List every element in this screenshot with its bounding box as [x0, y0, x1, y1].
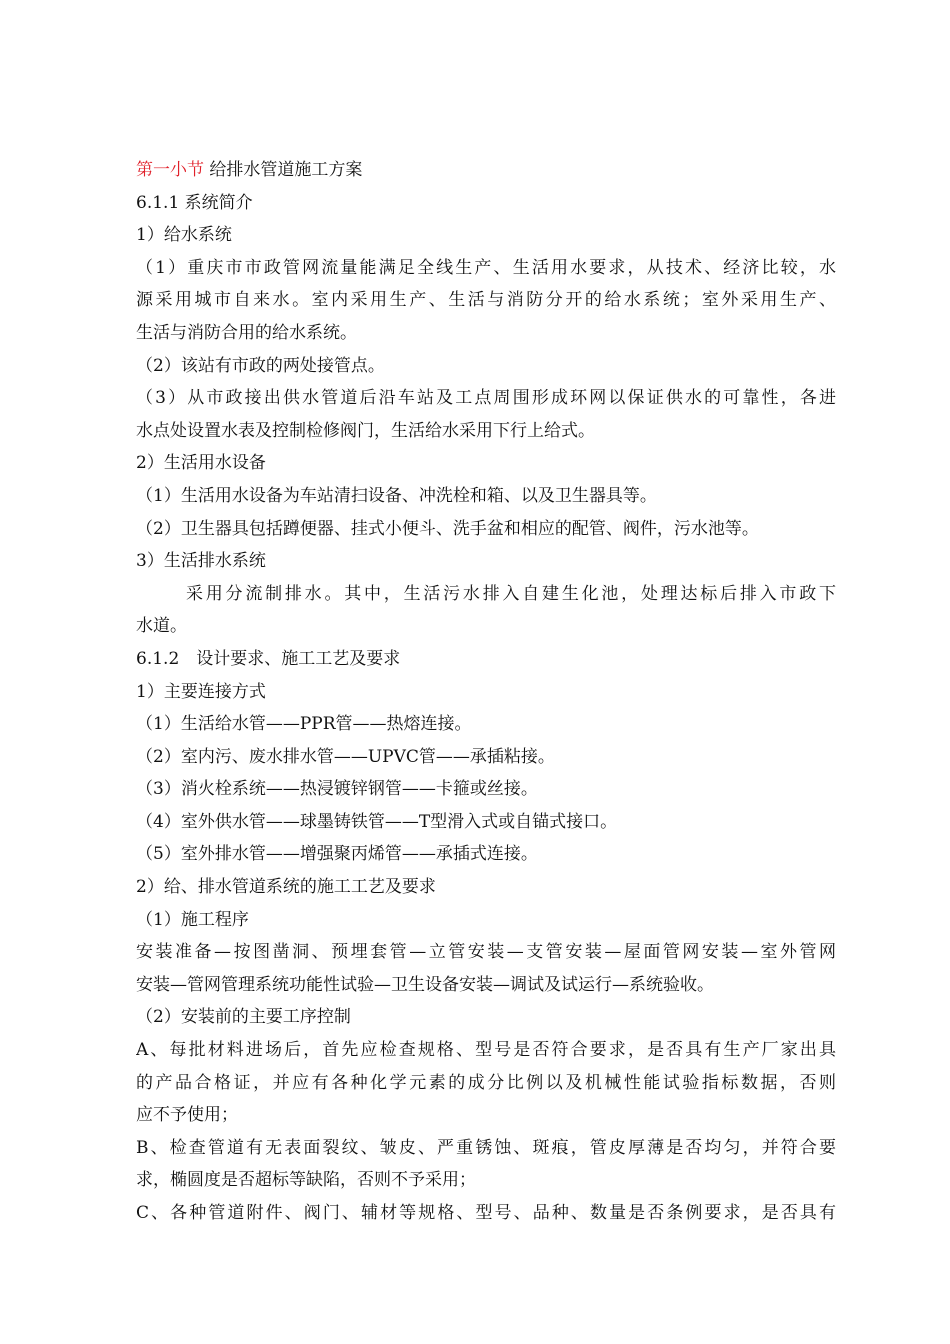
list-item: （3）消火栓系统——热浸镀锌钢管——卡箍或丝接。 — [136, 779, 538, 800]
paragraph-line: 的产品合格证，并应有各种化学元素的成分比例以及机械性能试验指标数据，否则 — [136, 1072, 836, 1093]
paragraph-line: A、每批材料进场后，首先应检查规格、型号是否符合要求，是否具有生产厂家出具 — [136, 1040, 836, 1061]
item-heading-drainage: 3）生活排水系统 — [136, 551, 266, 572]
list-item: （2）室内污、废水排水管——UPVC管——承插粘接。 — [136, 746, 555, 767]
paragraph-line: 水点处设置水表及控制检修阀门，生活给水采用下行上给式。 — [136, 420, 595, 441]
subsection-heading-611: 6.1.1 系统简介 — [136, 192, 253, 213]
list-item: （1）生活给水管——PPR管——热熔连接。 — [136, 714, 472, 735]
paragraph-line: B、检查管道有无表面裂纹、皱皮、严重锈蚀、斑痕，管皮厚薄是否均匀，并符合要 — [136, 1137, 836, 1158]
section-heading — [136, 154, 836, 187]
list-item: （2）安装前的主要工序控制 — [136, 1007, 351, 1028]
section-title: 给排水管道施工方案 — [209, 160, 363, 180]
paragraph-line: 源采用城市自来水。室内采用生产、生活与消防分开的给水系统；室外采用生产、 — [136, 290, 836, 311]
paragraph-line: 安装—管网管理系统功能性试验—卫生设备安装—调试及试运行—系统验收。 — [136, 974, 714, 995]
paragraph-line: （2）该站有市政的两处接管点。 — [136, 355, 385, 376]
paragraph-line: 采用分流制排水。其中，生活污水排入自建生化池，处理达标后排入市政下 — [186, 583, 836, 604]
paragraph-line: （1）生活用水设备为车站清扫设备、冲洗栓和箱、以及卫生器具等。 — [136, 485, 657, 506]
subsection-heading-612: 6.1.2 设计要求、施工工艺及要求 — [136, 648, 401, 669]
list-item: （1）施工程序 — [136, 909, 249, 930]
document-page — [136, 154, 836, 1230]
paragraph-line: 生活与消防合用的给水系统。 — [136, 322, 357, 343]
paragraph-line: 应不予使用； — [136, 1105, 238, 1126]
paragraph-line: （1）重庆市市政管网流量能满足全线生产、生活用水要求，从技术、经济比较，水 — [136, 257, 836, 278]
section-label: 第一小节 — [136, 160, 204, 180]
item-heading-process: 2）给、排水管道系统的施工工艺及要求 — [136, 877, 436, 898]
paragraph-line: 水道。 — [136, 616, 187, 637]
item-heading-water-supply: 1）给水系统 — [136, 225, 232, 246]
paragraph-line: 求，椭圆度是否超标等缺陷，否则不予采用； — [136, 1170, 476, 1191]
item-heading-equipment: 2）生活用水设备 — [136, 453, 266, 474]
paragraph-line: （2）卫生器具包括蹲便器、挂式小便斗、洗手盆和相应的配管、阀件，污水池等。 — [136, 518, 759, 539]
paragraph-line: （3）从市政接出供水管道后沿车站及工点周围形成环网以保证供水的可靠性，各进 — [136, 388, 836, 409]
item-heading-connections: 1）主要连接方式 — [136, 681, 266, 702]
list-item: （4）室外供水管——球墨铸铁管——T型滑入式或自锚式接口。 — [136, 811, 618, 832]
paragraph-line: 安装准备—按图凿洞、预埋套管—立管安装—支管安装—屋面管网安装—室外管网 — [136, 942, 836, 963]
list-item: （5）室外排水管——增强聚丙烯管——承插式连接。 — [136, 844, 538, 865]
paragraph-line: C、各种管道附件、阀门、辅材等规格、型号、品种、数量是否条例要求，是否具有 — [136, 1203, 836, 1223]
